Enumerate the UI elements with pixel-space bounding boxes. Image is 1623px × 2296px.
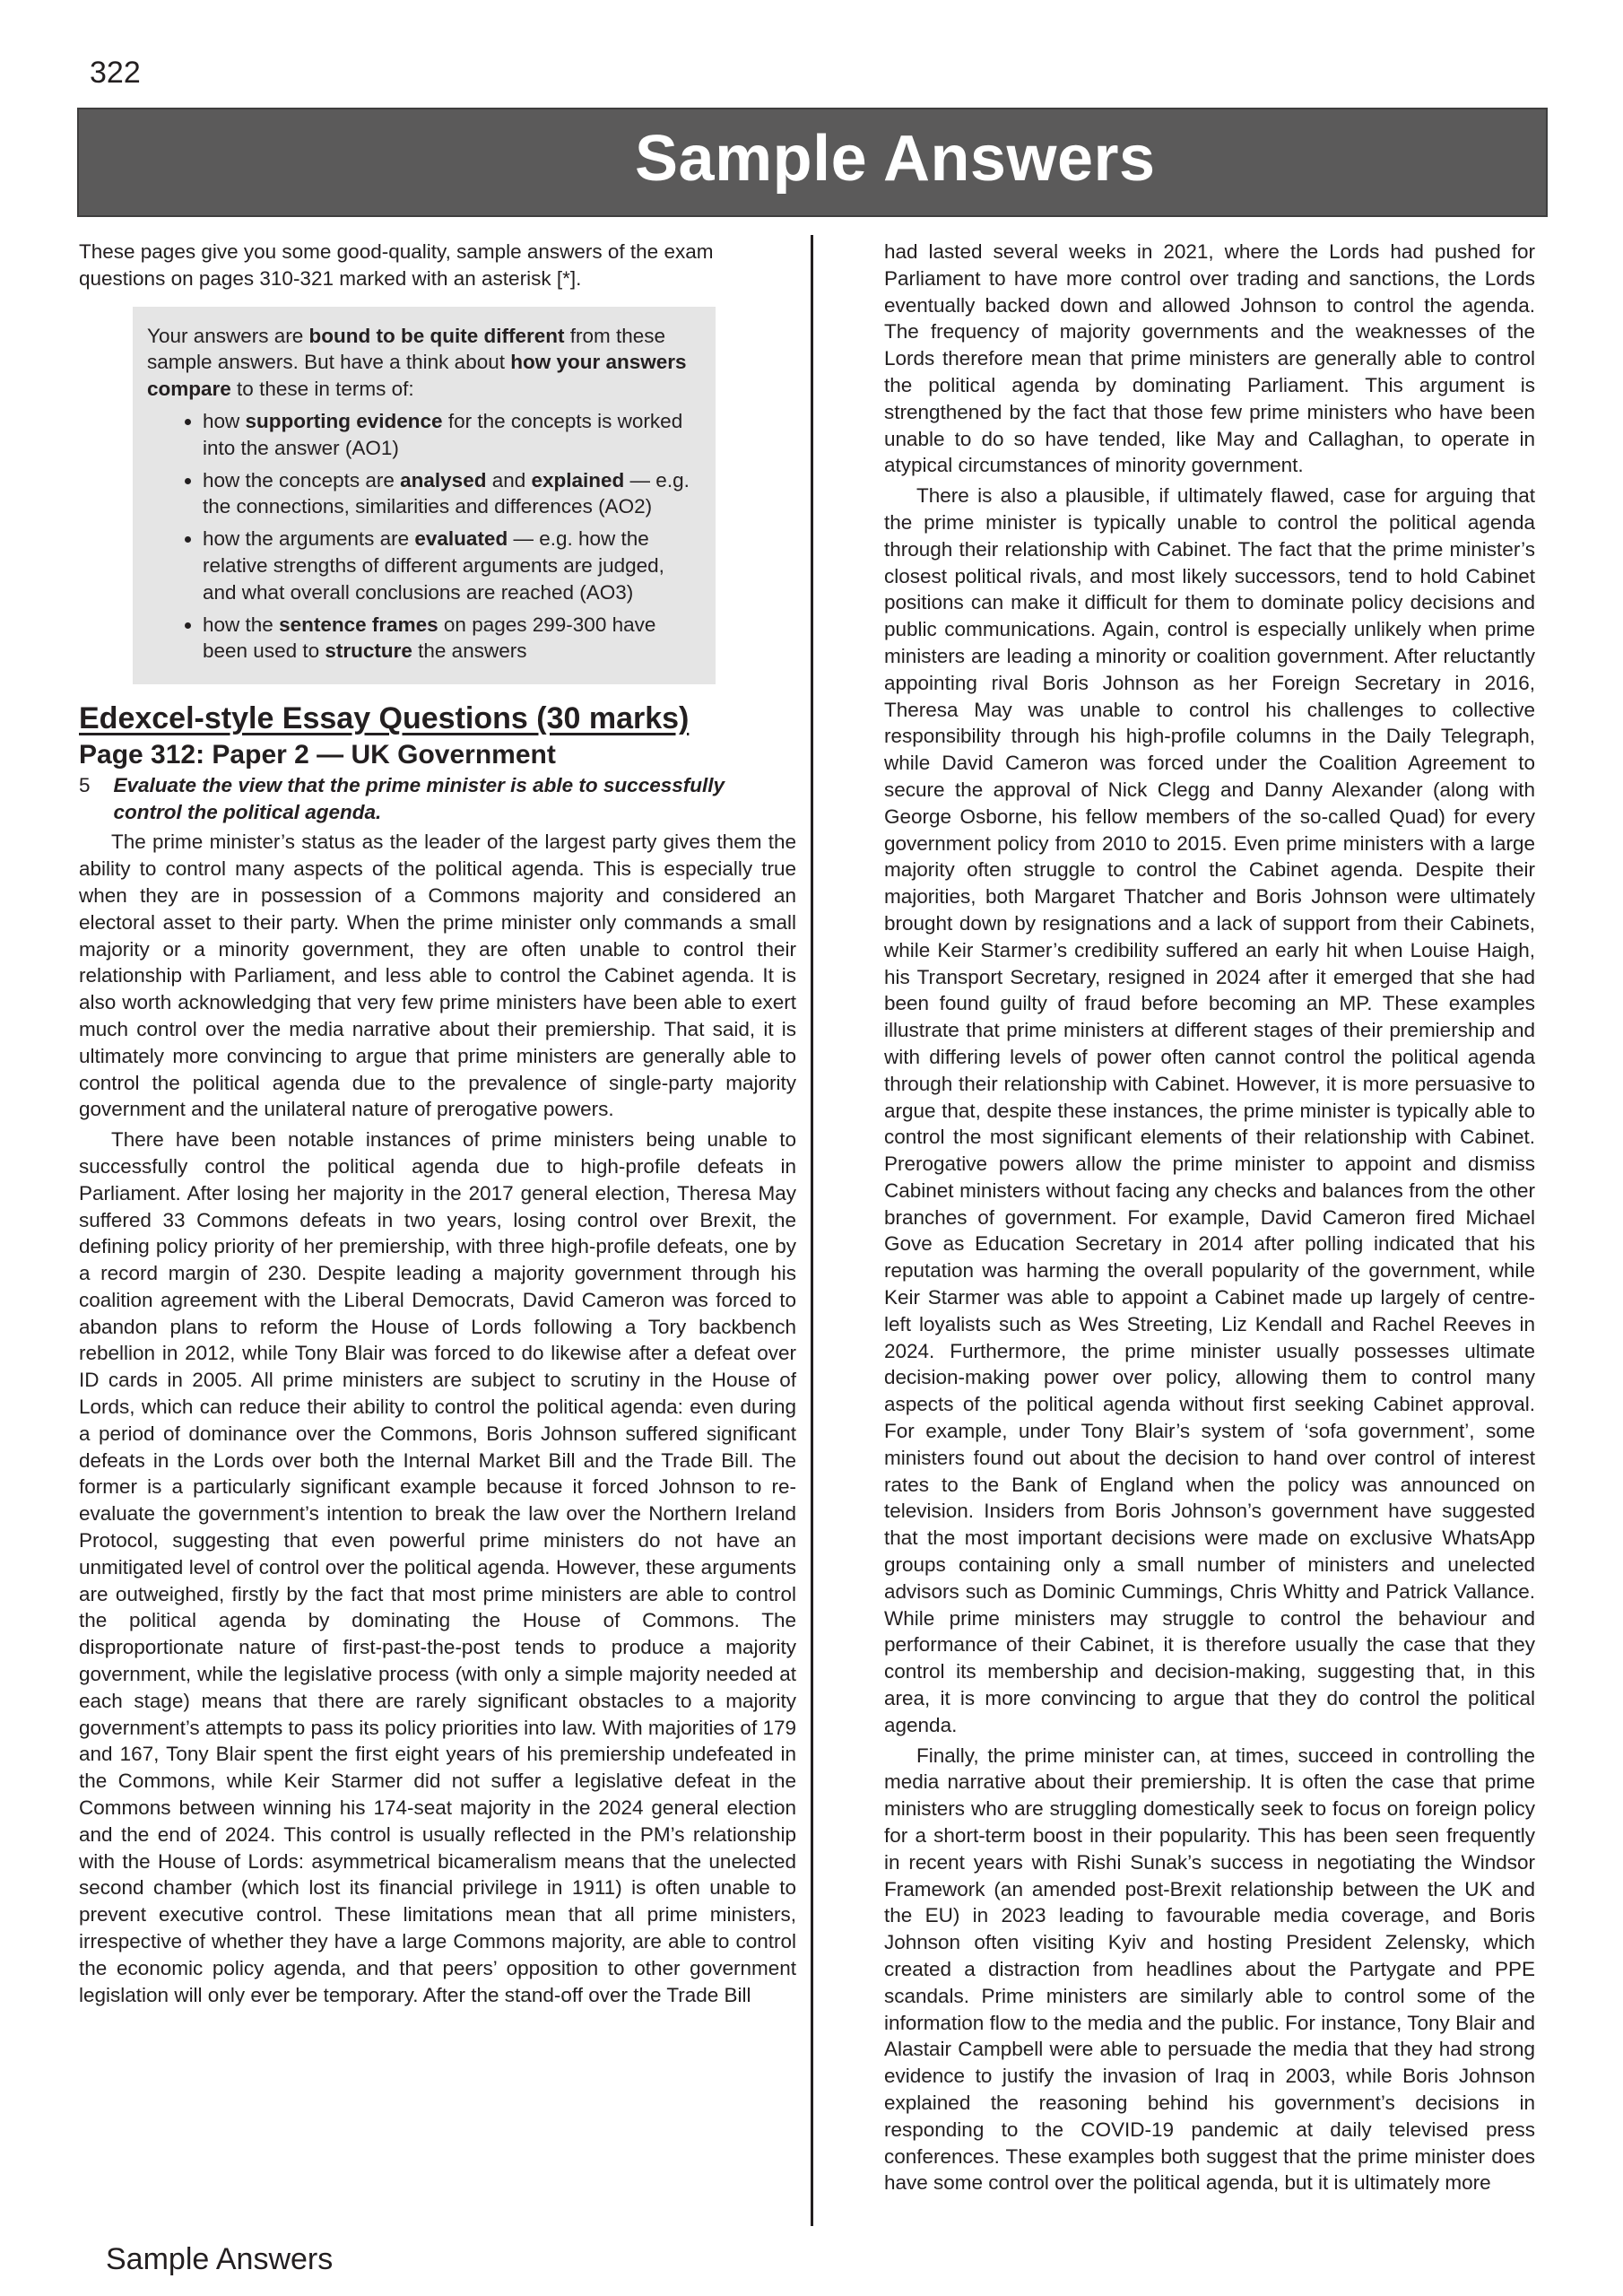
callout-bullet: • how supporting evidence for the concepts is worked into the answer (AO1) [203,408,696,462]
callout-emphasis: how your answers compare [147,351,687,401]
section-heading: Edexcel-style Essay Questions (30 marks) [79,701,690,736]
callout-text: Your answers are [147,324,309,347]
callout-bullet: • how the arguments are evaluated — e.g. how the relative strengths of different arguments are judged, and what overall conclusions are reached (AO3) [203,526,696,605]
tips-callout [133,307,716,685]
callout-bullet: • how the sentence frames on pages 299-300 have been used to structure the answers [203,612,696,665]
page-number: 322 [90,56,141,90]
answer-paragraph: There is also a plausible, if ultimately flawed, case for arguing that the prime minister is typically unable to control the political agenda through their relationship with Cabinet. The fact that the prime minister’s closest political rivals, and most likely successors, tend to hold Cabinet positions can make it difficult for them to dominate policy decisions and public communications. Again, control is especially unlikely when prime ministers are leading a minority or coalition government. After reluctantly appointing rival Boris Johnson as her Foreign Secretary in 2016, Theresa May was unable to control his challenges to collective responsibility through his high-profile columns in the Daily Telegraph, while David Cameron was forced under the Coalition Agreement to secure the approval of Nick Clegg and Danny Alexander (along with George Osborne, his fellow members of the so-called Quad) for every government policy from 2010 to 2015. Even prime ministers with a large majority often struggle to control the Cabinet agenda. Despite their majorities, both Margaret Thatcher and Boris Johnson were ultimately brought down by resignations and a lack of support from their Cabinets, while Keir Starmer’s credibility suffered an early hit when Louise Haigh, his Transport Secretary, resigned in 2024 after it emerged that she had been found guilty of fraud before becoming an MP. These examples illustrate that prime ministers at different stages of their premiership and with differing levels of power often cannot control the political agenda through their relationship with Cabinet. However, it is more persuasive to argue that, despite these instances, the prime minister is typically able to control the most significant elements of their relationship with Cabinet. Prerogative powers allow the prime minister to appoint and dismiss Cabinet ministers without facing any checks and balances from the other branches of government. For example, David Cameron fired Michael Gove as Education Secretary in 2014 after polling indicated that his reputation was harming the overall popularity of the government, while Keir Starmer was able to appoint a Cabinet made up largely of centre-left loyalists such as Wes Streeting, Liz Kendall and Rachel Reeves in 2024. Furthermore, the prime minister usually possesses ultimate decision-making power over policy, allowing them to control many aspects of the political agenda without first seeking Cabinet approval. For example, under Tony Blair’s system of ‘sofa government’, some ministers found out about the decision to hand over control of interest rates to the Bank of England when the policy was announced on television. Insiders from Boris Johnson’s government have suggested that the most important decisions were made on exclusive WhatsApp groups containing only a small number of ministers and unelected advisors such as Dominic Cummings, Chris Whitty and Patrick Vallance. While prime ministers may struggle to control the behaviour and performance of their Cabinet, it is therefore usually the case that they control its membership and decision-making, suggesting that, in this area, it is more convincing to argue that they do control the political agenda. [884,484,1535,1736]
intro-text: These pages give you some good-quality, sample answers of the exam questions on pages 310-321 marked with an asterisk [*]. [79,240,714,290]
title-banner [77,108,1548,217]
column-divider [811,235,813,2226]
callout-emphasis: bound to be quite different [308,324,565,347]
callout-bullet: • how the concepts are analysed and explained — e.g. the connections, similarities and differences (AO2) [203,467,696,521]
left-column [79,239,796,2008]
callout-text: from these sample answers. But have a think about [147,324,666,374]
callout-lead [147,323,696,403]
question-text: Evaluate the view that the prime minister is able to successfully control the political agenda. [113,773,725,823]
page-title: Sample Answers [635,123,1156,195]
callout-text: to these in terms of: [230,378,414,401]
subsection-heading: Page 312: Paper 2 — UK Government [79,739,556,770]
right-column [884,239,1535,2196]
callout-list [147,408,696,665]
answer-paragraph: The prime minister’s status as the leader of the largest party gives them the ability to control many aspects of the political agenda. This is especially true when they are in possession of a Commons majority and considered an electoral asset to their party. When the prime minister only commands a small majority or a minority government, they are often unable to control their relationship with Parliament, and less able to control the Cabinet agenda. It is also worth acknowledging that very few prime ministers have been able to exert much control over the media narrative about their premiership. That said, it is ultimately more convincing to argue that prime ministers are generally able to control the political agenda due to the prevalence of single-party majority government and the unilateral nature of prerogative powers. [79,831,796,1121]
question-number: 5 [79,773,91,796]
page-footer: Sample Answers [106,2242,334,2276]
answer-paragraph: There have been notable instances of prime ministers being unable to successfully control the political agenda due to high-profile defeats in Parliament. After losing her majority in the 2017 general election, Theresa May suffered 33 Commons defeats in two years, losing control over Brexit, the defining policy priority of her premiership, with three high-profile defeats, one by a record margin of 230. Despite leading a majority government through his coalition agreement with the Liberal Democrats, David Cameron was forced to abandon plans to reform the House of Lords following a Tory backbench rebellion in 2012, while Tony Blair was forced to do likewise after a defeat over ID cards in 2005. All prime ministers are subject to scrutiny in the House of Lords, which can reduce their ability to control the political agenda: even during a period of dominance over the Commons, Boris Johnson suffered significant defeats in the Lords over both the Internal Market Bill and the Trade Bill. The former is a particularly significant example because it forced Johnson to re-evaluate the government’s intention to break the law over the Northern Ireland Protocol, suggesting that even powerful prime ministers do not have an unmitigated level of control over the political agenda. However, these arguments are outweighed, firstly by the fact that most prime ministers are able to control the political agenda by dominating the House of Commons. The disproportionate nature of first-past-the-post tends to produce a majority government, while the legislative process (with only a simple majority needed at each stage) means that there are rarely significant obstacles to a majority government’s attempts to pass its policy priorities into law. With majorities of 179 and 167, Tony Blair spent the first eight years of his premiership undefeated in the Commons, while Keir Starmer did not suffer a legislative defeat in the Commons between winning his 174-seat majority in the 2024 general election and the end of 2024. This control is usually reflected in the PM’s relationship with the House of Lords: asymmetrical bicameralism means that the unelected second chamber (which lost its financial privilege in 1911) is often unable to prevent executive control. These limitations mean that all prime ministers, irrespective of whether they have a large Commons majority, are able to control the economic policy agenda, and that peers’ opposition to other government legislation will only ever be temporary. After the stand-off over the Trade Bill [79,1128,796,2006]
question [79,772,796,826]
answer-paragraph: Finally, the prime minister can, at times, succeed in controlling the media narrative about their premiership. It is often the case that prime ministers who are struggling domestically seek to focus on foreign policy for a short-term boost in their popularity. This has been seen frequently in recent years with Rishi Sunak’s success in negotiating the Windsor Framework (an amended post-Brexit relationship between the UK and the EU) in 2023 leading to favourable media coverage, and Boris Johnson often visiting Kyiv and hosting President Zelensky, which created a distraction from headlines about the Partygate and PPE scandals. Prime ministers are similarly able to control some of the information flow to the media and the public. For instance, Tony Blair and Alastair Campbell were able to persuade the media that they had strong evidence to justify the invasion of Iraq in 2003, while Boris Johnson explained the reasoning behind his government’s decisions in responding to the COVID-19 pandemic at daily televised press conferences. These examples both suggest that the prime minister does have some control over the political agenda, but it is ultimately more [884,1744,1535,2195]
answer-paragraph: had lasted several weeks in 2021, where the Lords had pushed for Parliament to have more control over trading and sanctions, the Lords eventually backed down and allowed Johnson to control the agenda. The frequency of majority governments and the weaknesses of the Lords therefore mean that prime ministers are generally able to control the political agenda by dominating Parliament. This argument is strengthened by the fact that those few prime ministers who have been unable to do so have tended, like May and Callaghan, to operate in atypical circumstances of minority government. [884,240,1535,477]
